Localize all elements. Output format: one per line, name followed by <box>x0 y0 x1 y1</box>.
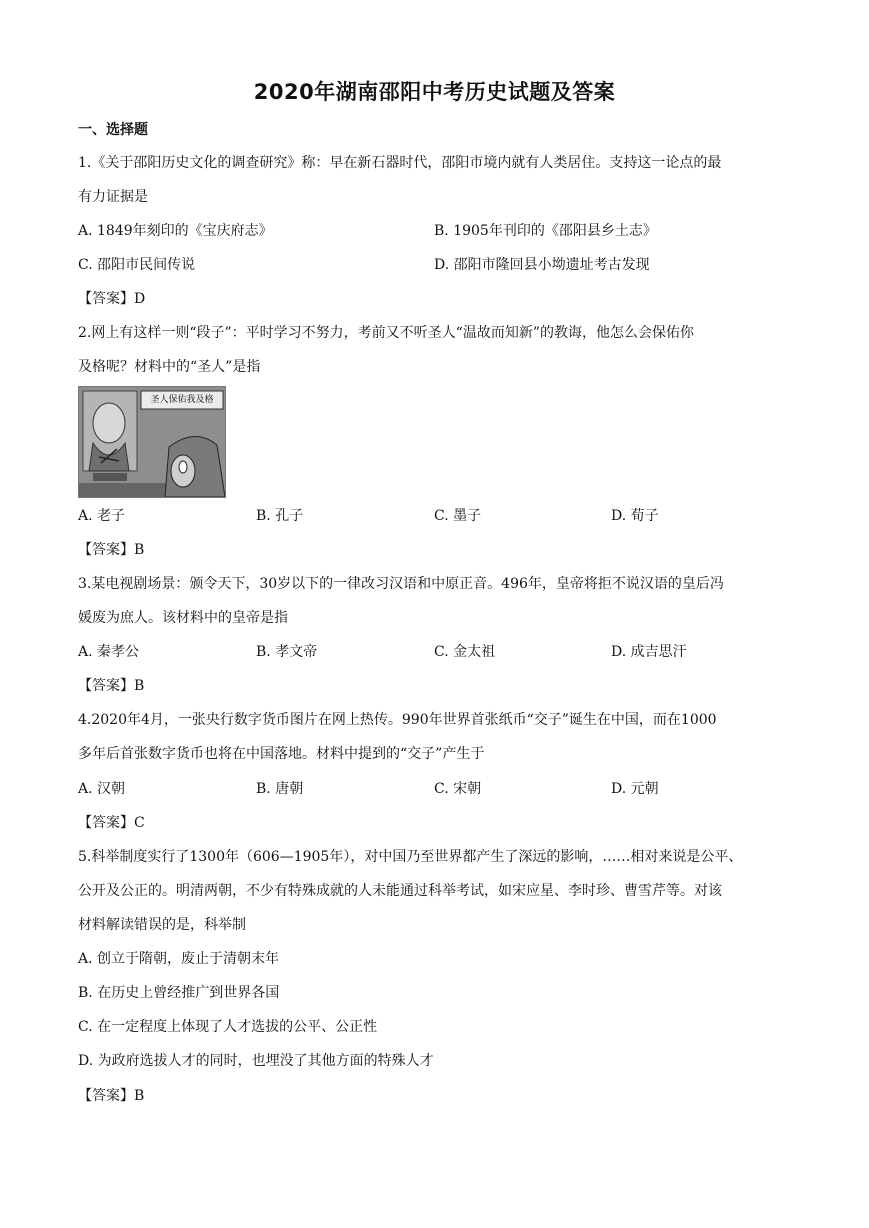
q4-option-d: D. 元朝 <box>611 781 659 797</box>
q3-option-b: B. 孝文帝 <box>256 644 318 660</box>
q4-stem-line2: 多年后首张数字货币也将在中国落地。材料中提到的“交子”产生于 <box>78 746 485 762</box>
q3-option-a: A. 秦孝公 <box>78 644 140 660</box>
q2-option-a: A. 老子 <box>78 508 126 524</box>
q5-stem-line3: 材料解读错误的是，科举制 <box>78 917 246 933</box>
q1-option-a: A. 1849年刻印的《宝庆府志》 <box>78 223 273 239</box>
q3-option-d: D. 成吉思汗 <box>611 644 687 660</box>
q5-option-c: C. 在一定程度上体现了人才选拔的公平、公正性 <box>78 1019 378 1035</box>
q2-option-d: D. 荀子 <box>611 508 659 524</box>
q4-option-c: C. 宋朝 <box>434 781 482 797</box>
q5-option-a: A. 创立于隋朝，废止于清朝末年 <box>78 951 280 967</box>
q1-option-c: C. 邵阳市民间传说 <box>78 257 196 273</box>
q2-cartoon-image <box>78 386 226 498</box>
section-heading: 一、选择题 <box>78 122 148 138</box>
q3-stem-line1: 3.某电视剧场景：颁令天下，30岁以下的一律改习汉语和中原正音。496年，皇帝将拒不说汉语的皇后冯 <box>78 576 724 592</box>
q3-stem-line2: 媛废为庶人。该材料中的皇帝是指 <box>78 610 288 626</box>
q4-option-b: B. 唐朝 <box>256 781 304 797</box>
q1-answer: 【答案】D <box>78 291 146 307</box>
q2-stem-line1: 2.网上有这样一则“段子”：平时学习不努力，考前又不听圣人“温故而知新”的教诲，他怎么会保佑你 <box>78 325 694 341</box>
q2-option-c: C. 墨子 <box>434 508 482 524</box>
q4-answer: 【答案】C <box>78 815 145 831</box>
q5-stem-line1: 5.科举制度实行了1300年（606—1905年），对中国乃至世界都产生了深远的影响，……相对来说是公平、 <box>78 849 743 865</box>
q1-stem-line1: 1.《关于邵阳历史文化的调查研究》称：早在新石器时代，邵阳市境内就有人类居住。支持这一论点的最 <box>78 155 722 171</box>
q5-stem-line2: 公开及公正的。明清两朝，不少有特殊成就的人未能通过科举考试，如宋应星、李时珍、曹雪芹等。对该 <box>78 883 722 899</box>
q3-option-c: C. 金太祖 <box>434 644 496 660</box>
q1-stem-line2: 有力证据是 <box>78 189 148 205</box>
q1-option-b: B. 1905年刊印的《邵阳县乡土志》 <box>434 223 657 239</box>
q2-option-b: B. 孔子 <box>256 508 304 524</box>
page-title: 2020年湖南邵阳中考历史试题及答案 <box>253 80 616 104</box>
q4-stem-line1: 4.2020年4月，一张央行数字货币图片在网上热传。990年世界首张纸币“交子”诞生在中国，而在1000 <box>78 712 717 728</box>
q2-cartoon-caption: 圣人保佑我及格 <box>150 395 214 405</box>
q1-option-d: D. 邵阳市隆回县小坳遗址考古发现 <box>434 257 650 273</box>
q4-option-a: A. 汉朝 <box>78 781 126 797</box>
q5-option-b: B. 在历史上曾经推广到世界各国 <box>78 985 280 1001</box>
q2-stem-line2: 及格呢？材料中的“圣人”是指 <box>78 359 261 375</box>
q2-answer: 【答案】B <box>78 542 145 558</box>
q5-option-d: D. 为政府选拔人才的同时，也埋没了其他方面的特殊人才 <box>78 1053 434 1069</box>
q3-answer: 【答案】B <box>78 678 145 694</box>
q5-answer: 【答案】B <box>78 1088 145 1104</box>
